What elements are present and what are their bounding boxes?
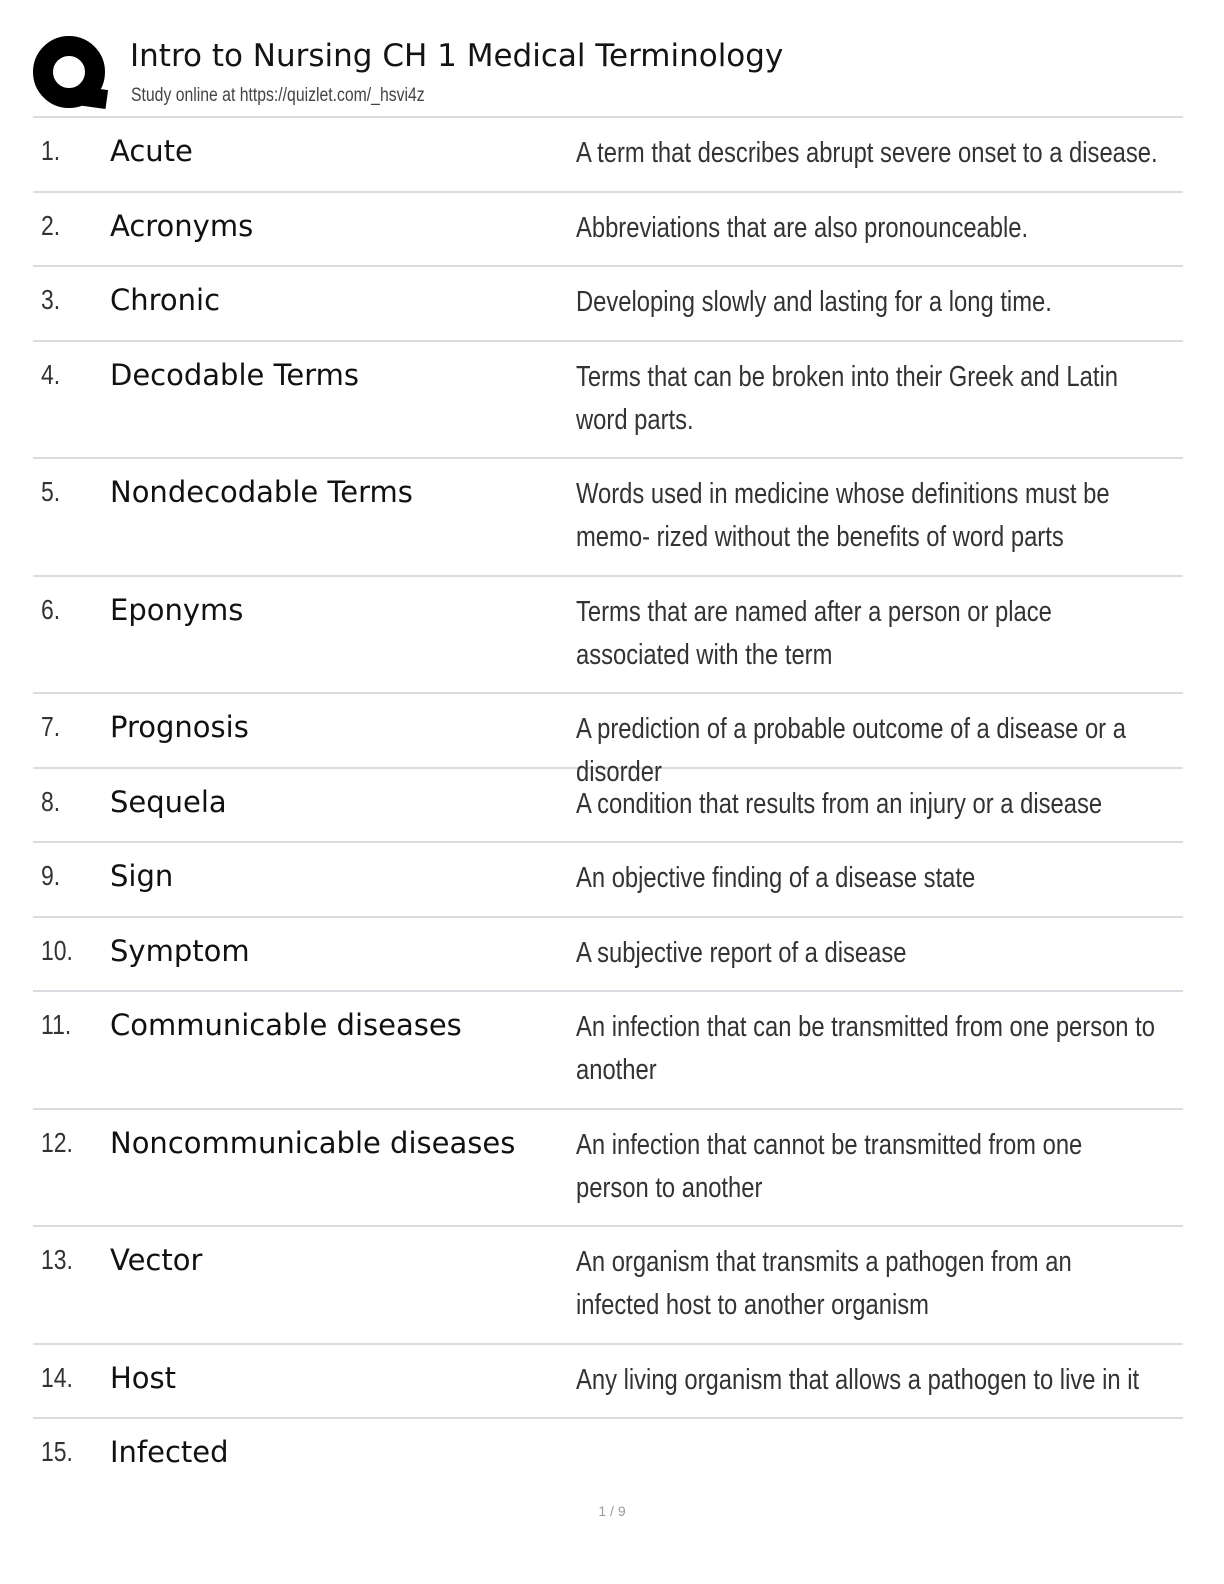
flashcard-row xyxy=(33,918,1183,993)
page-title: Intro to Nursing CH 1 Medical Terminology xyxy=(130,38,784,74)
card-number: 1. xyxy=(41,135,61,166)
card-definition: An objective finding of a disease state xyxy=(576,862,976,895)
card-definition: A term that describes abrupt severe onset to a disease. xyxy=(576,137,1158,169)
card-definition: A subjective report of a disease xyxy=(576,936,907,969)
card-term: Decodable Terms xyxy=(110,357,359,392)
page-number: 1 / 9 xyxy=(598,1503,626,1519)
card-number: 13. xyxy=(41,1244,73,1276)
card-number: 8. xyxy=(41,785,61,817)
flashcard-row xyxy=(33,694,1183,788)
flashcard-list xyxy=(33,116,1183,1489)
card-term: Acute xyxy=(110,134,193,168)
card-term: Vector xyxy=(110,1243,203,1278)
quizlet-q-logo-icon xyxy=(33,35,109,111)
card-number: 14. xyxy=(41,1361,73,1393)
card-term: Symptom xyxy=(110,933,250,968)
card-number: 12. xyxy=(41,1126,73,1158)
card-number: 11. xyxy=(41,1009,72,1041)
document-header xyxy=(33,32,1183,114)
card-term: Noncommunicable diseases xyxy=(110,1125,516,1160)
flashcard-row xyxy=(33,769,1183,844)
card-definition: Any living organism that allows a pathogen to live in it xyxy=(576,1363,1140,1396)
card-definition: A condition that results from an injury or a disease xyxy=(576,787,1103,820)
flashcard-row xyxy=(33,118,1183,193)
card-definition: A prediction of a probable outcome of a disease or a disorder xyxy=(576,712,1126,788)
flashcard-row xyxy=(33,342,1183,459)
flashcard-row xyxy=(33,1345,1183,1420)
flashcard-row xyxy=(33,992,1183,1109)
flashcard-row xyxy=(33,267,1183,342)
card-definition: Terms that are named after a person or place associated with the term xyxy=(576,595,1052,671)
card-definition: An infection that can be transmitted from one person to another xyxy=(576,1011,1155,1087)
flashcard-row xyxy=(33,459,1183,576)
card-number: 10. xyxy=(41,934,73,966)
card-number: 4. xyxy=(41,358,61,390)
card-term: Prognosis xyxy=(110,709,249,744)
flashcard-row xyxy=(33,577,1183,694)
card-definition: An infection that cannot be transmitted from one person to another xyxy=(576,1128,1083,1204)
card-term: Sign xyxy=(110,859,174,894)
card-number: 5. xyxy=(41,476,61,508)
flashcard-row xyxy=(33,193,1183,268)
flashcard-row xyxy=(33,1110,1183,1227)
card-term: Nondecodable Terms xyxy=(110,475,413,510)
flashcard-row xyxy=(33,1419,1183,1489)
card-number: 7. xyxy=(41,710,61,742)
card-term: Host xyxy=(110,1360,177,1395)
card-definition: Developing slowly and lasting for a long time. xyxy=(576,286,1052,319)
flashcard-row xyxy=(33,1227,1183,1344)
card-definition: An organism that transmits a pathogen from an infected host to another organism xyxy=(576,1246,1072,1322)
card-definition: Abbreviations that are also pronounceable. xyxy=(576,211,1029,244)
study-link-text: Study online at https://quizlet.com/_hsvi4z xyxy=(131,85,425,106)
card-term: Acronyms xyxy=(110,208,254,243)
card-number: 9. xyxy=(41,860,61,892)
card-definition: Terms that can be broken into their Greek and Latin word parts. xyxy=(576,360,1118,436)
card-number: 6. xyxy=(41,593,61,625)
card-term: Communicable diseases xyxy=(110,1008,462,1043)
card-term: Infected xyxy=(110,1435,229,1470)
flashcard-row xyxy=(33,843,1183,918)
card-term: Sequela xyxy=(110,784,227,819)
card-term: Chronic xyxy=(110,283,221,318)
card-number: 3. xyxy=(41,284,61,316)
card-number: 15. xyxy=(41,1436,73,1468)
card-number: 2. xyxy=(41,209,61,241)
card-definition: Words used in medicine whose definitions must be memo- rized without the benefits of word parts xyxy=(576,478,1110,554)
card-term: Eponyms xyxy=(110,592,244,627)
